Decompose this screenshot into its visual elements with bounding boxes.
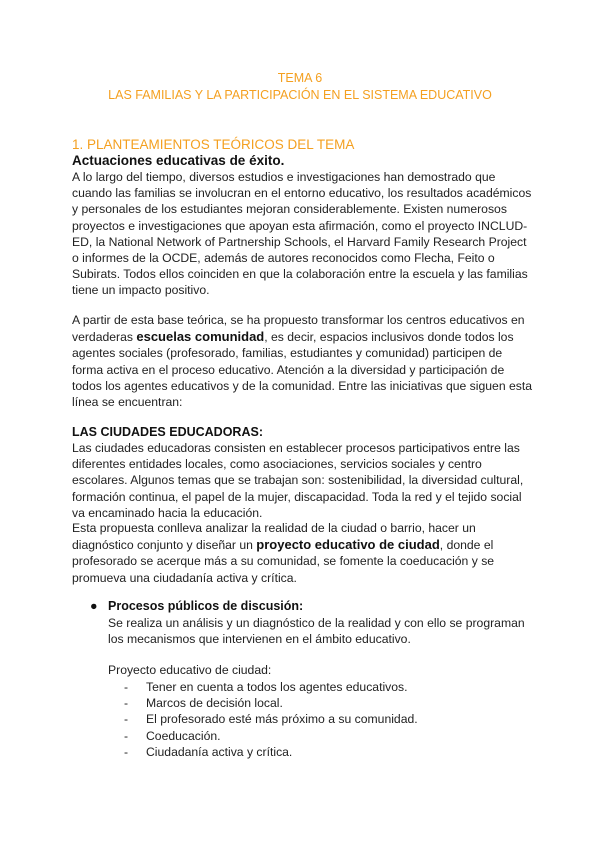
title-topic-number: TEMA 6 <box>277 71 323 85</box>
section-heading: 1. PLANTEAMIENTOS TEÓRICOS DEL TEMA <box>72 137 355 152</box>
dash-icon: - <box>124 744 129 759</box>
list-item <box>124 744 418 760</box>
list-item <box>124 728 418 744</box>
dash-list <box>124 679 418 760</box>
dash-icon: - <box>124 712 129 727</box>
list-item-text: Ciudadanía activa y crítica. <box>146 744 293 759</box>
dash-icon: - <box>124 680 129 694</box>
ciudades-heading: LAS CIUDADES EDUCADORAS: <box>72 425 263 439</box>
bold-term: escuelas comunidad <box>136 329 265 345</box>
dash-icon: - <box>124 728 129 743</box>
subsection-heading: Actuaciones educativas de éxito. <box>72 153 285 168</box>
bullet-heading: Procesos públicos de discusión: <box>108 599 304 613</box>
bullet-icon: ● <box>90 599 98 613</box>
list-title: Proyecto educativo de ciudad: <box>108 663 272 677</box>
title-topic-name: LAS FAMILIAS Y LA PARTICIPACIÓN EN EL SISTEMA EDUCATIVO <box>108 88 492 102</box>
text-run: , donde el profesorado se acerque más a su comunidad, se fomente la coeducación y se promueva una ciudadanía activa y crítica. <box>72 538 495 585</box>
list-item <box>124 711 418 727</box>
paragraph-propuesta <box>72 520 534 586</box>
paragraph-procesos: Se realiza un análisis y un diagnóstico de la realidad y con ello se programan los mecanismos que intervienen en el ámbito educativo. <box>108 616 525 647</box>
text-run: Esta propuesta conlleva analizar la realidad de la ciudad o barrio, hacer un diagnóstico conjunto y diseñar un <box>72 521 476 553</box>
bullet-item <box>90 598 303 615</box>
list-item <box>124 695 418 711</box>
paragraph-intro: A lo largo del tiempo, diversos estudios e investigaciones han demostrado que cuando las familias se involucran en el entorno educativo, los resultados académicos y personales de los estudiantes mejoran considerablemente. Existen numerosos proyectos e investigaciones que apoyan esta afirmación, como el proyecto INCLUD-ED, la National Network of Partnership Schools, el Harvard Family Research Project o informes de la OCDE, además de autores reconocidos como Flecha, Feito o Subirats. Todos ellos coinciden en que la colaboración entre la escuela y las familias tiene un impacto positivo. <box>72 170 532 298</box>
list-item-text: El profesorado esté más próximo a su comunidad. <box>146 712 418 727</box>
text-run: A partir de esta base teórica, se ha propuesto transformar los centros educativos en verdaderas <box>72 313 525 345</box>
text-run: , es decir, espacios inclusivos donde todos los agentes sociales (profesorado, familias, estudiantes y comunidad) participen de forma activa en el proceso educativo. Atención a la diversidad y participación de todos los agentes educativos y de la comunidad. Entre las iniciativas que siguen esta línea se encuentran: <box>72 330 533 410</box>
paragraph-escuelas-comunidad <box>72 312 534 410</box>
document-title <box>0 70 600 104</box>
paragraph-ciudades: Las ciudades educadoras consisten en establecer procesos participativos entre las diferentes entidades locales, como asociaciones, servicios sociales y centro escolares. Algunos temas que se trabajan son: sostenibilidad, la diversidad cultural, formación continua, el papel de la mujer, discapacidad. Toda la red y el tejido social va encaminado hacia la educación. <box>72 441 524 520</box>
list-item <box>124 679 418 695</box>
bold-term: proyecto educativo de ciudad <box>256 537 440 553</box>
list-item-text: Tener en cuenta a todos los agentes educativos. <box>146 680 408 694</box>
dash-icon: - <box>124 696 129 711</box>
list-item-text: Coeducación. <box>146 728 221 743</box>
list-item-text: Marcos de decisión local. <box>146 696 283 711</box>
